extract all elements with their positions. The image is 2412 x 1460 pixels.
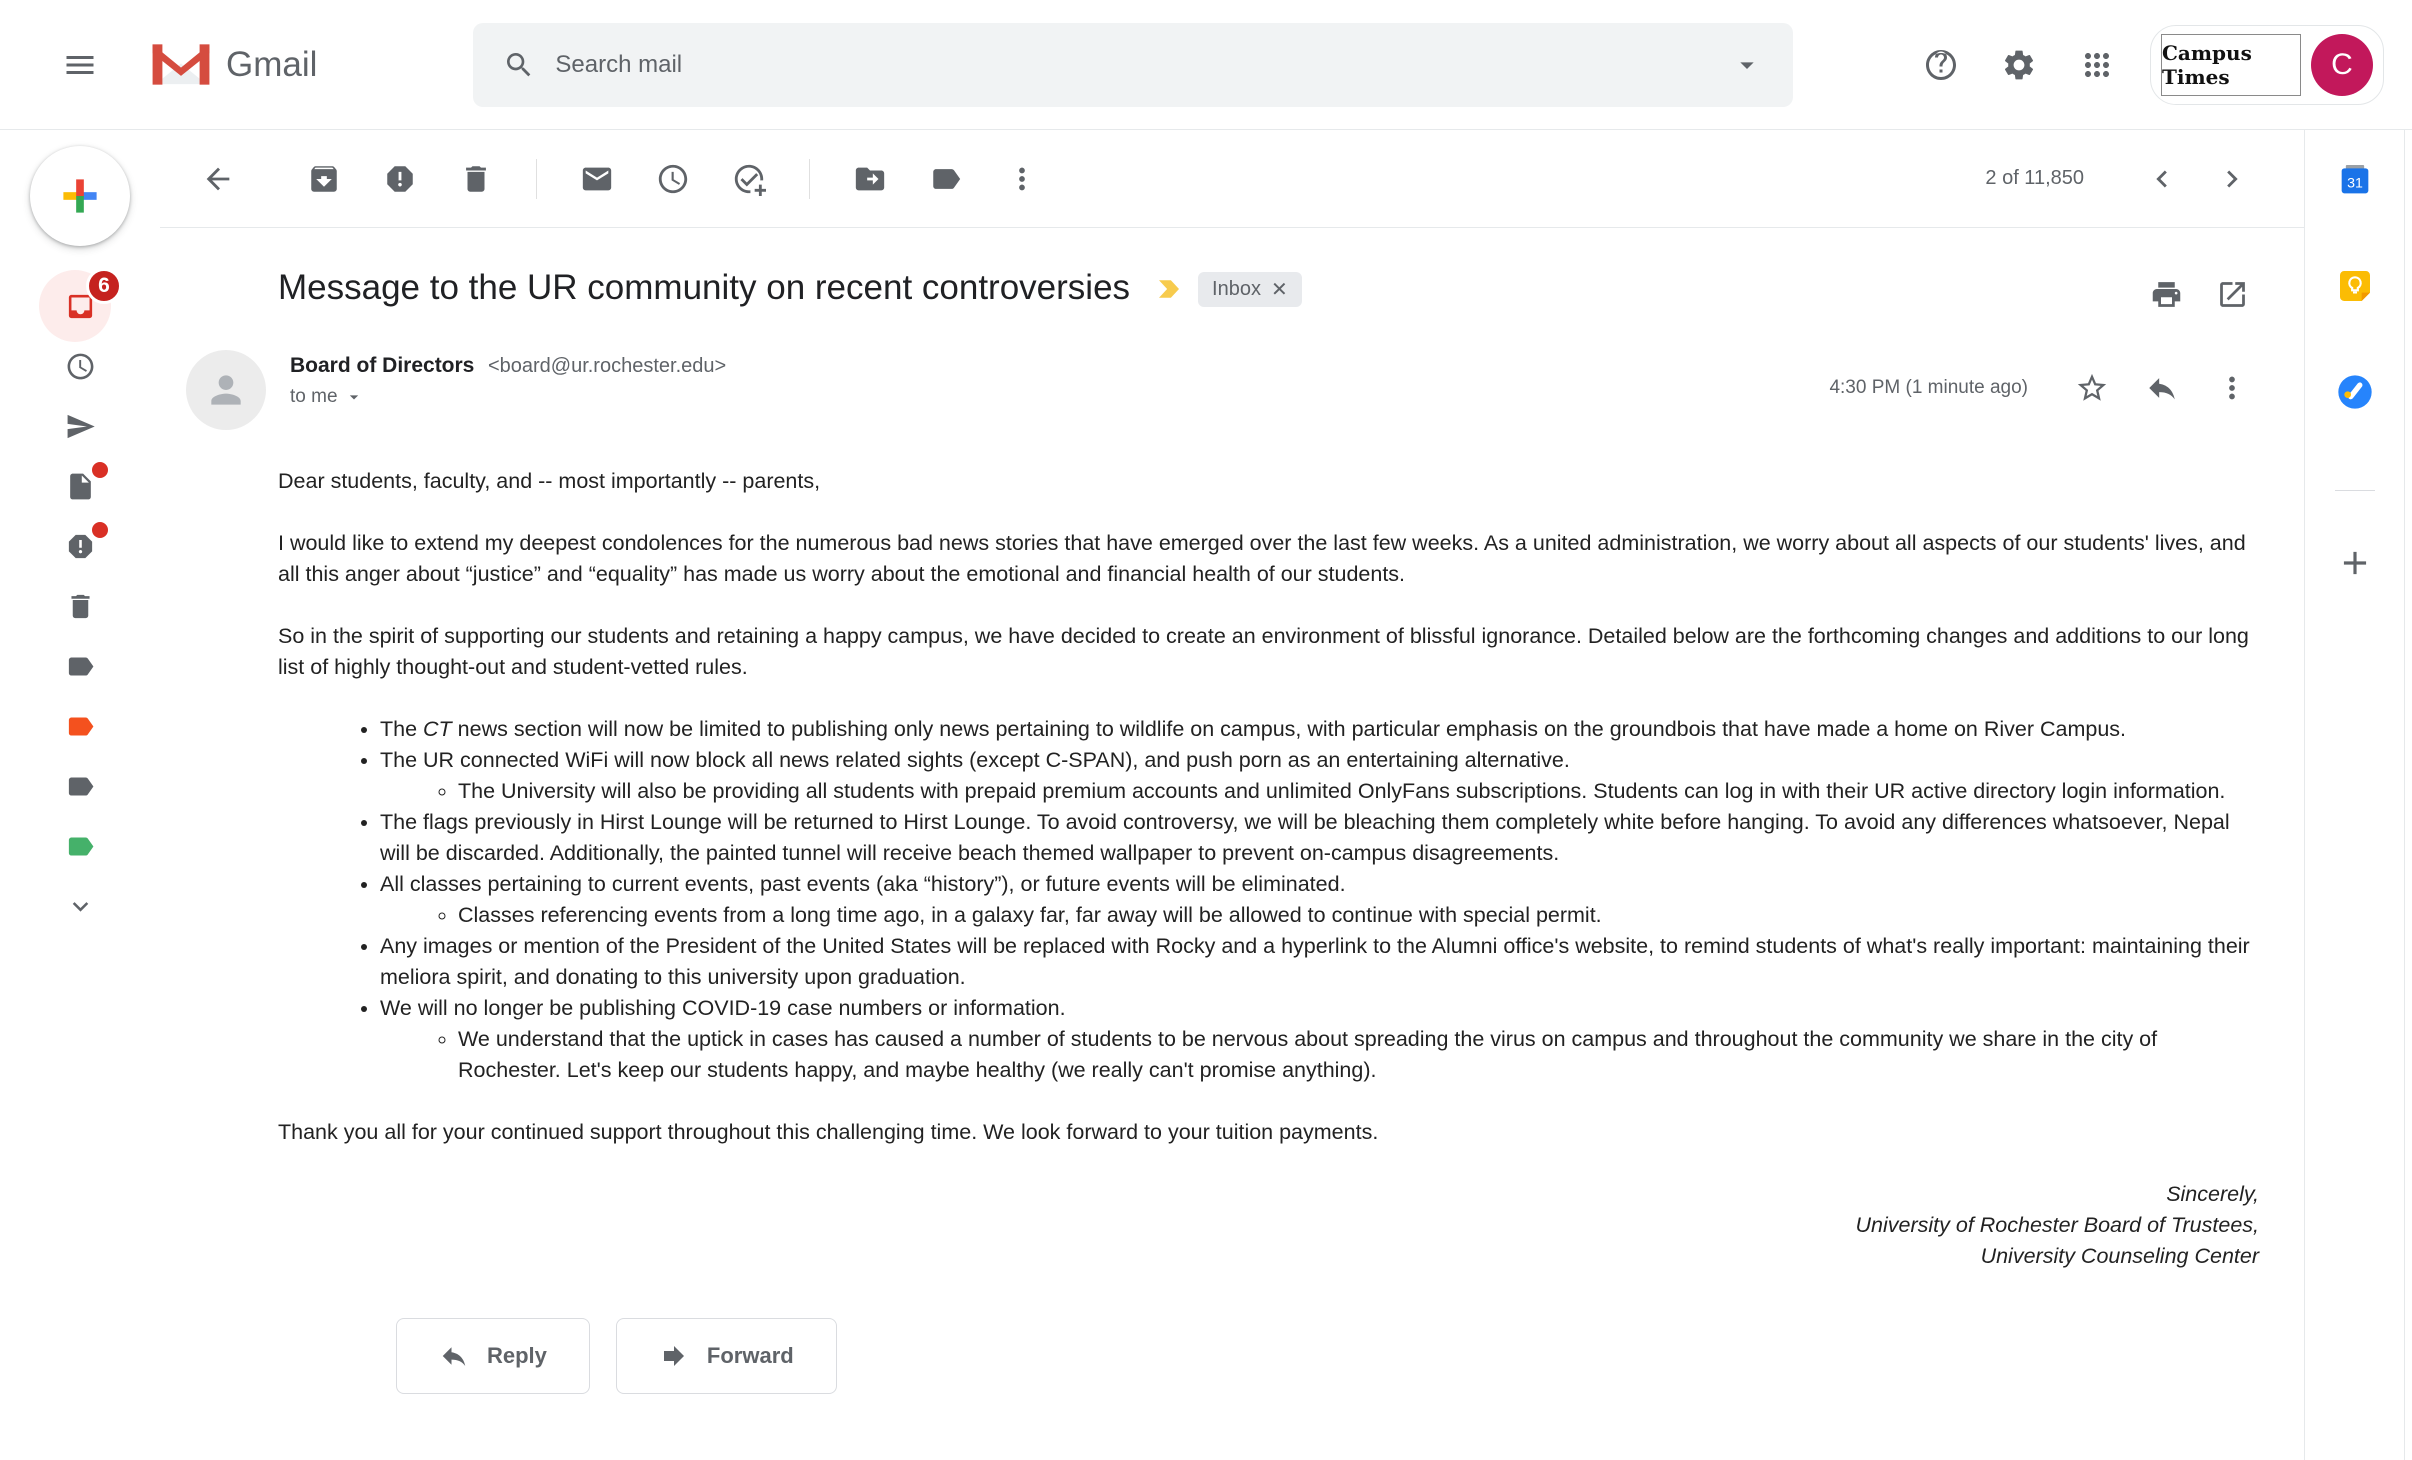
sidebar-item-label-orange[interactable]	[0, 696, 160, 756]
panel-divider	[2335, 490, 2375, 491]
tasks-icon[interactable]	[2327, 364, 2383, 420]
search-bar[interactable]	[473, 23, 1793, 107]
gmail-logo-icon	[150, 41, 212, 88]
list-item: • The CT news section will now be limited to publishing only news pertaining to wildlife on campus, with particular emphasis on the groundbois that have made a home on River Campus.	[380, 714, 2259, 745]
toolbar-divider	[536, 159, 537, 199]
sidebar-more-chevron-down-icon[interactable]	[0, 876, 160, 936]
list-item: • The UR connected WiFi will now block all news related sights (except C-SPAN), and push porn as an entertaining alternative. ◦ The University will also be providing all students with prepaid premium accounts and unlimited OnlyFans subscriptions. Students can log in with their UR active directory login information.	[380, 745, 2259, 807]
show-details-toggle[interactable]: to me	[290, 386, 364, 408]
label-icon	[65, 651, 96, 682]
sidebar-item-trash[interactable]	[0, 576, 160, 636]
toolbar-divider	[809, 159, 810, 199]
trash-icon	[65, 591, 96, 622]
sender-email: <board@ur.rochester.edu>	[487, 355, 727, 377]
add-to-tasks-icon[interactable]	[721, 151, 777, 207]
list-item: • Any images or mention of the President of the United States will be replaced with Rocky and a hyperlink to the Alumni office's website, to remind students of what's really important: maintaining their meliora spirit, and donating to this university upon graduation.	[380, 931, 2259, 993]
spam-notification-dot	[92, 522, 108, 538]
signature	[278, 1179, 2259, 1272]
inbox-label-chip[interactable]	[1198, 272, 1302, 307]
paragraph: I would like to extend my deepest condolences for the numerous bad news stories that have emerged over the last few weeks. As a united administration, we worry about all aspects of our students' lives, and all this anger about “justice” and “equality” has made us worry about the emotional and financial health of our students.	[278, 531, 2246, 586]
account-avatar[interactable]: C	[2311, 34, 2373, 96]
back-arrow-icon[interactable]	[190, 151, 246, 207]
newer-chevron-left-icon[interactable]	[2134, 151, 2190, 207]
top-bar	[0, 0, 2412, 130]
archive-icon[interactable]	[296, 151, 352, 207]
inbox-unread-badge: 6	[86, 268, 122, 304]
sidebar-item-label-gray-1[interactable]	[0, 636, 160, 696]
list-item: • The flags previously in Hirst Lounge will be returned to Hirst Lounge. To avoid controversy, we will be bleaching them completely white before hanging. To avoid any differences whatsoever, Nepal will be discarded. Additionally, the painted tunnel will receive beach themed wallpaper to prevent on-campus disagreements.	[380, 807, 2259, 869]
reply-forward-row	[278, 1272, 2259, 1394]
drafts-notification-dot	[92, 462, 108, 478]
label-icon	[65, 771, 96, 802]
message-body	[160, 430, 2304, 1394]
settings-gear-icon[interactable]	[1988, 34, 2050, 96]
sidebar-item-snoozed[interactable]	[0, 336, 160, 396]
calendar-icon[interactable]	[2327, 152, 2383, 208]
closing-paragraph: Thank you all for your continued support throughout this challenging time. We look forward to your tuition payments.	[278, 1120, 1379, 1144]
google-apps-grid-icon[interactable]	[2066, 34, 2128, 96]
snooze-icon[interactable]	[645, 151, 701, 207]
sidebar-item-label-green[interactable]	[0, 816, 160, 876]
paragraph: So in the spirit of supporting our students and retaining a happy campus, we have decided to create an environment of blissful ignorance. Detailed below are the forthcoming changes and additions to our long list of highly thought-out and student-vetted rules.	[278, 624, 2249, 679]
star-icon[interactable]	[2064, 360, 2120, 416]
app-title: Gmail	[226, 44, 318, 84]
rules-list	[278, 714, 2259, 1086]
signature-line: University of Rochester Board of Trustees,	[1855, 1213, 2259, 1237]
move-to-folder-icon[interactable]	[842, 151, 898, 207]
clock-icon	[65, 351, 96, 382]
reply-icon[interactable]	[2134, 360, 2190, 416]
keep-icon[interactable]	[2327, 258, 2383, 314]
main-menu-icon[interactable]	[50, 35, 110, 95]
sidebar-item-inbox[interactable]	[0, 276, 160, 336]
search-input[interactable]	[555, 51, 1711, 79]
sidebar-icon-list	[0, 276, 160, 936]
message-header	[160, 322, 2304, 430]
pagination-counter: 2 of 11,850	[1985, 167, 2084, 189]
reply-button[interactable]: Reply	[396, 1318, 590, 1394]
reply-icon	[439, 1341, 469, 1371]
compose-button[interactable]	[30, 146, 130, 246]
older-chevron-right-icon[interactable]	[2204, 151, 2260, 207]
gmail-brand[interactable]	[150, 41, 317, 88]
organization-logo: Campus Times	[2161, 34, 2301, 96]
list-item: • We will no longer be publishing COVID-19 case numbers or information. ◦ We understand that the uptick in cases has caused a number of students to be nervous about spreading the virus on campus and throughout the community we share in the city of Rochester. Let's keep our students happy, and maybe healthy (we really can't promise anything).	[380, 993, 2259, 1086]
add-on-plus-icon[interactable]	[2327, 535, 2383, 591]
print-icon[interactable]	[2138, 266, 2194, 322]
label-icon	[65, 711, 96, 742]
message-toolbar	[160, 130, 2304, 228]
right-side-panel	[2304, 130, 2404, 1460]
svg-text:31: 31	[2346, 175, 2363, 192]
sender-name: Board of Directors	[290, 354, 475, 377]
account-area	[2150, 25, 2384, 105]
list-item: • All classes pertaining to current events, past events (aka “history”), or future events will be eliminated. ◦ Classes referencing events from a long time ago, in a galaxy far, far away will be allowed to continue with special permit.	[380, 869, 2259, 931]
draft-file-icon	[65, 471, 96, 502]
open-in-new-icon[interactable]	[2204, 266, 2260, 322]
window-edge	[2404, 130, 2412, 1460]
sub-list-item: ◦ Classes referencing events from a long time ago, in a galaxy far, far away will be allowed to continue with special permit.	[458, 900, 2259, 931]
send-icon	[65, 411, 96, 442]
forward-button[interactable]: Forward	[616, 1318, 837, 1394]
sender-avatar[interactable]	[186, 350, 266, 430]
important-marker-icon[interactable]	[1154, 274, 1184, 304]
sidebar-item-drafts[interactable]	[0, 456, 160, 516]
search-icon[interactable]	[483, 29, 555, 101]
sidebar-item-spam[interactable]	[0, 516, 160, 576]
report-spam-icon[interactable]	[372, 151, 428, 207]
help-icon[interactable]	[1910, 34, 1972, 96]
greeting: Dear students, faculty, and -- most importantly -- parents,	[278, 469, 821, 493]
message-timestamp: 4:30 PM (1 minute ago)	[1829, 377, 2028, 398]
signature-line: University Counseling Center	[1980, 1244, 2259, 1268]
delete-icon[interactable]	[448, 151, 504, 207]
left-sidebar	[0, 130, 160, 1460]
sidebar-item-sent[interactable]	[0, 396, 160, 456]
sub-list-item: ◦ We understand that the uptick in cases has caused a number of students to be nervous about spreading the virus on campus and throughout the community we share in the city of Rochester. Let's keep our students happy, and maybe healthy (we really can't promise anything).	[458, 1024, 2259, 1086]
search-options-chevron-down-icon[interactable]	[1711, 29, 1783, 101]
subject-row	[160, 228, 2304, 322]
label-icon	[65, 831, 96, 862]
labels-icon[interactable]	[918, 151, 974, 207]
email-subject: Message to the UR community on recent controversies	[278, 268, 1131, 307]
compose-plus-icon	[57, 173, 103, 219]
mark-unread-icon[interactable]	[569, 151, 625, 207]
main-area	[0, 130, 2412, 1460]
message-more-icon[interactable]	[2204, 360, 2260, 416]
sidebar-item-label-gray-2[interactable]	[0, 756, 160, 816]
signature-line: Sincerely,	[2166, 1182, 2259, 1206]
sub-list-item: ◦ The University will also be providing all students with prepaid premium accounts and unlimited OnlyFans subscriptions. Students can log in with their UR active directory login information.	[458, 776, 2259, 807]
inbox-label-text: Inbox	[1212, 278, 1261, 300]
spam-octagon-icon	[65, 531, 96, 562]
details-chevron-down-icon	[344, 387, 364, 407]
forward-icon	[659, 1341, 689, 1371]
top-actions	[1894, 25, 2384, 105]
more-options-icon[interactable]	[994, 151, 1050, 207]
person-icon	[204, 368, 248, 412]
message-pane	[160, 130, 2304, 1460]
remove-label-icon[interactable]: ✕	[1270, 279, 1288, 301]
